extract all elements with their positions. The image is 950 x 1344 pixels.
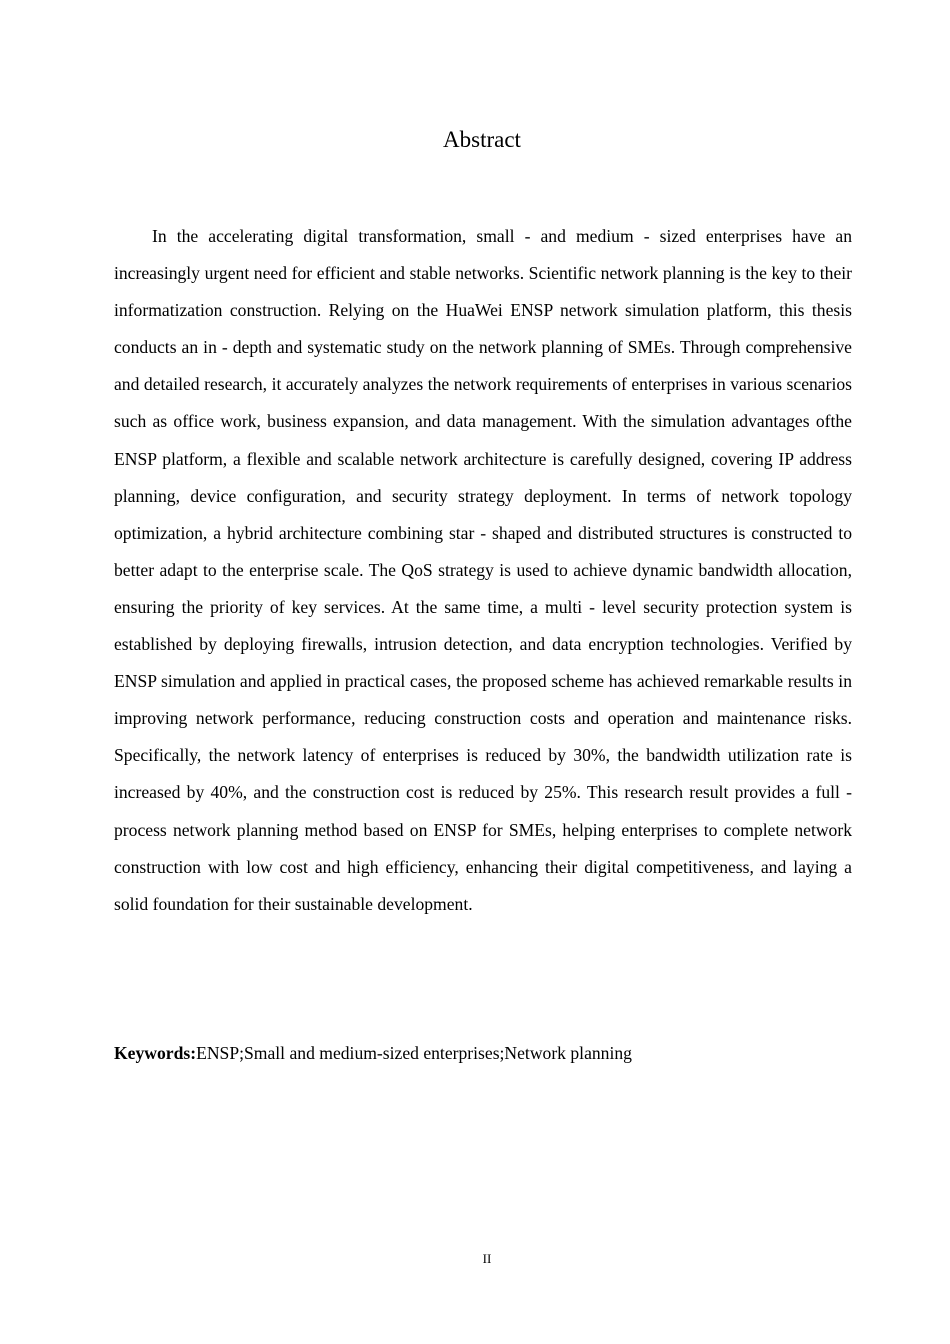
page-number: II: [482, 1251, 492, 1266]
keywords-label: Keywords:: [114, 1043, 197, 1063]
abstract-paragraph: In the accelerating digital transformation, small - and medium - sized enterprises have an increasingly urgent need for efficient and stable networks. Scientific network planning is the key to their informatization construction. Relying on the HuaWei ENSP network simulation platform, this thesis conducts an in - depth and systematic study on the network planning of SMEs. Through comprehensive and detailed research, it accurately analyzes the network requirements of enterprises in various scenarios such as office work, business expansion, and data management. With the simulation advantages ofthe ENSP platform, a flexible and scalable network architecture is carefully designed, covering IP address planning, device configuration, and security strategy deployment. In terms of network topology optimization, a hybrid architecture combining star - shaped and distributed structures is constructed to better adapt to the enterprise scale. The QoS strategy is used to achieve dynamic bandwidth allocation, ensuring the priority of key services. At the same time, a multi - level security protection system is established by deploying firewalls, intrusion detection, and data encryption technologies. Verified by ENSP simulation and applied in practical cases, the proposed scheme has achieved remarkable results in improving network performance, reducing construction costs and operation and maintenance risks. Specifically, the network latency of enterprises is reduced by 30%, the bandwidth utilization rate is increased by 40%, and the construction cost is reduced by 25%. This research result provides a full - process network planning method based on ENSP for SMEs, helping enterprises to complete network construction with low cost and high efficiency, enhancing their digital competitiveness, and laying a solid foundation for their sustainable development.: [114, 226, 852, 914]
page-title: Abstract: [443, 127, 521, 152]
keywords-line: [114, 1036, 852, 1070]
keywords-value: ENSP;Small and medium-sized enterprises;Network planning: [196, 1043, 632, 1063]
